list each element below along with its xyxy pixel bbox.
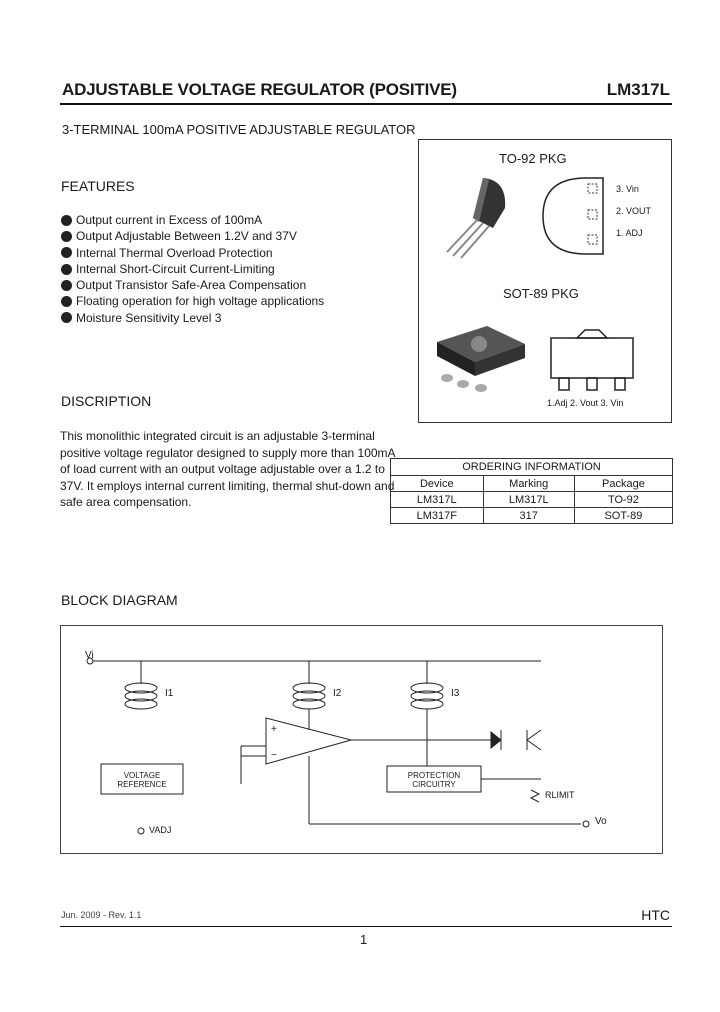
bullet-icon [61,247,72,258]
footer-divider [60,926,672,927]
features-heading: FEATURES [61,178,135,194]
to92-package-image [433,170,523,260]
bullet-icon [61,264,72,275]
bullet-icon [61,231,72,242]
features-list [61,212,324,326]
plus-label: + [271,724,277,735]
protection-circuitry-block: PROTECTION CIRCUITRY [407,771,461,789]
to92-pinout-diagram [541,176,611,256]
pin-label: 2. VOUT [616,206,652,216]
bullet-icon [61,312,72,323]
ordering-table [390,458,673,524]
feature-item: Output Adjustable Between 1.2V and 37V [61,228,324,244]
header-divider [60,103,672,105]
ordering-caption: ORDERING INFORMATION [391,459,673,476]
table-cell: LM317L [483,492,574,508]
feature-item: Output current in Excess of 100mA [61,212,324,228]
pin-label: 1. ADJ [616,228,643,238]
table-cell: TO-92 [574,492,672,508]
page-number: 1 [360,932,368,947]
table-cell: LM317L [391,492,484,508]
feature-item: Internal Short-Circuit Current-Limiting [61,261,324,277]
transistor-icon [447,178,505,258]
block-diagram [60,625,663,854]
table-cell: SOT-89 [574,508,672,524]
column-header: Device [391,476,484,492]
vadj-label: VADJ [149,825,172,835]
feature-item: Moisture Sensitivity Level 3 [61,310,324,326]
voltage-reference-block: VOLTAGE REFERENCE [117,771,167,789]
bullet-icon [61,280,72,291]
package-box [418,139,672,423]
part-number: LM317L [606,80,670,99]
sot89-pin-labels: 1.Adj 2. Vout 3. Vin [547,398,624,408]
to92-label: TO-92 PKG [499,151,567,166]
table-row [391,508,673,524]
i3-label: I3 [451,688,460,699]
sot89-pinout-diagram [547,326,637,396]
table-cell: LM317F [391,508,484,524]
minus-label: − [271,750,277,761]
rlimit-label: RLIMIT [545,790,575,800]
description-heading: DISCRIPTION [61,393,152,409]
vi-label: Vi [85,650,94,661]
i1-label: I1 [165,688,174,699]
description-text: This monolithic integrated circuit is an adjustable 3-terminal positive voltage regulator designed to supply more than 100mA of load current with an output voltage adjustable over a 1.2 to 37V. It employs internal current limiting, thermal shut-down and safe area compensation. [60,429,395,509]
block-diagram-wiring [61,626,662,853]
i2-label: I2 [333,688,342,699]
bullet-icon [61,296,72,307]
feature-item: Output Transistor Safe-Area Compensation [61,277,324,293]
table-row [391,492,673,508]
footer-company: HTC [641,907,670,923]
table-cell: 317 [483,508,574,524]
sot89-label: SOT-89 PKG [503,286,579,301]
pin-label: 3. Vin [616,184,639,194]
subtitle: 3-TERMINAL 100mA POSITIVE ADJUSTABLE REGULATOR [62,122,416,137]
bullet-icon [61,215,72,226]
page-title: ADJUSTABLE VOLTAGE REGULATOR (POSITIVE) [62,80,457,99]
table-header-row [391,476,673,492]
column-header: Marking [483,476,574,492]
feature-item: Internal Thermal Overload Protection [61,245,324,261]
vo-label: Vo [595,816,607,827]
block-diagram-heading: BLOCK DIAGRAM [61,592,178,608]
feature-item: Floating operation for high voltage applications [61,293,324,309]
column-header: Package [574,476,672,492]
footer-date: Jun. 2009 - Rev. 1.1 [61,910,142,920]
sot89-package-image [433,316,533,396]
to92-pin-labels [616,178,651,244]
